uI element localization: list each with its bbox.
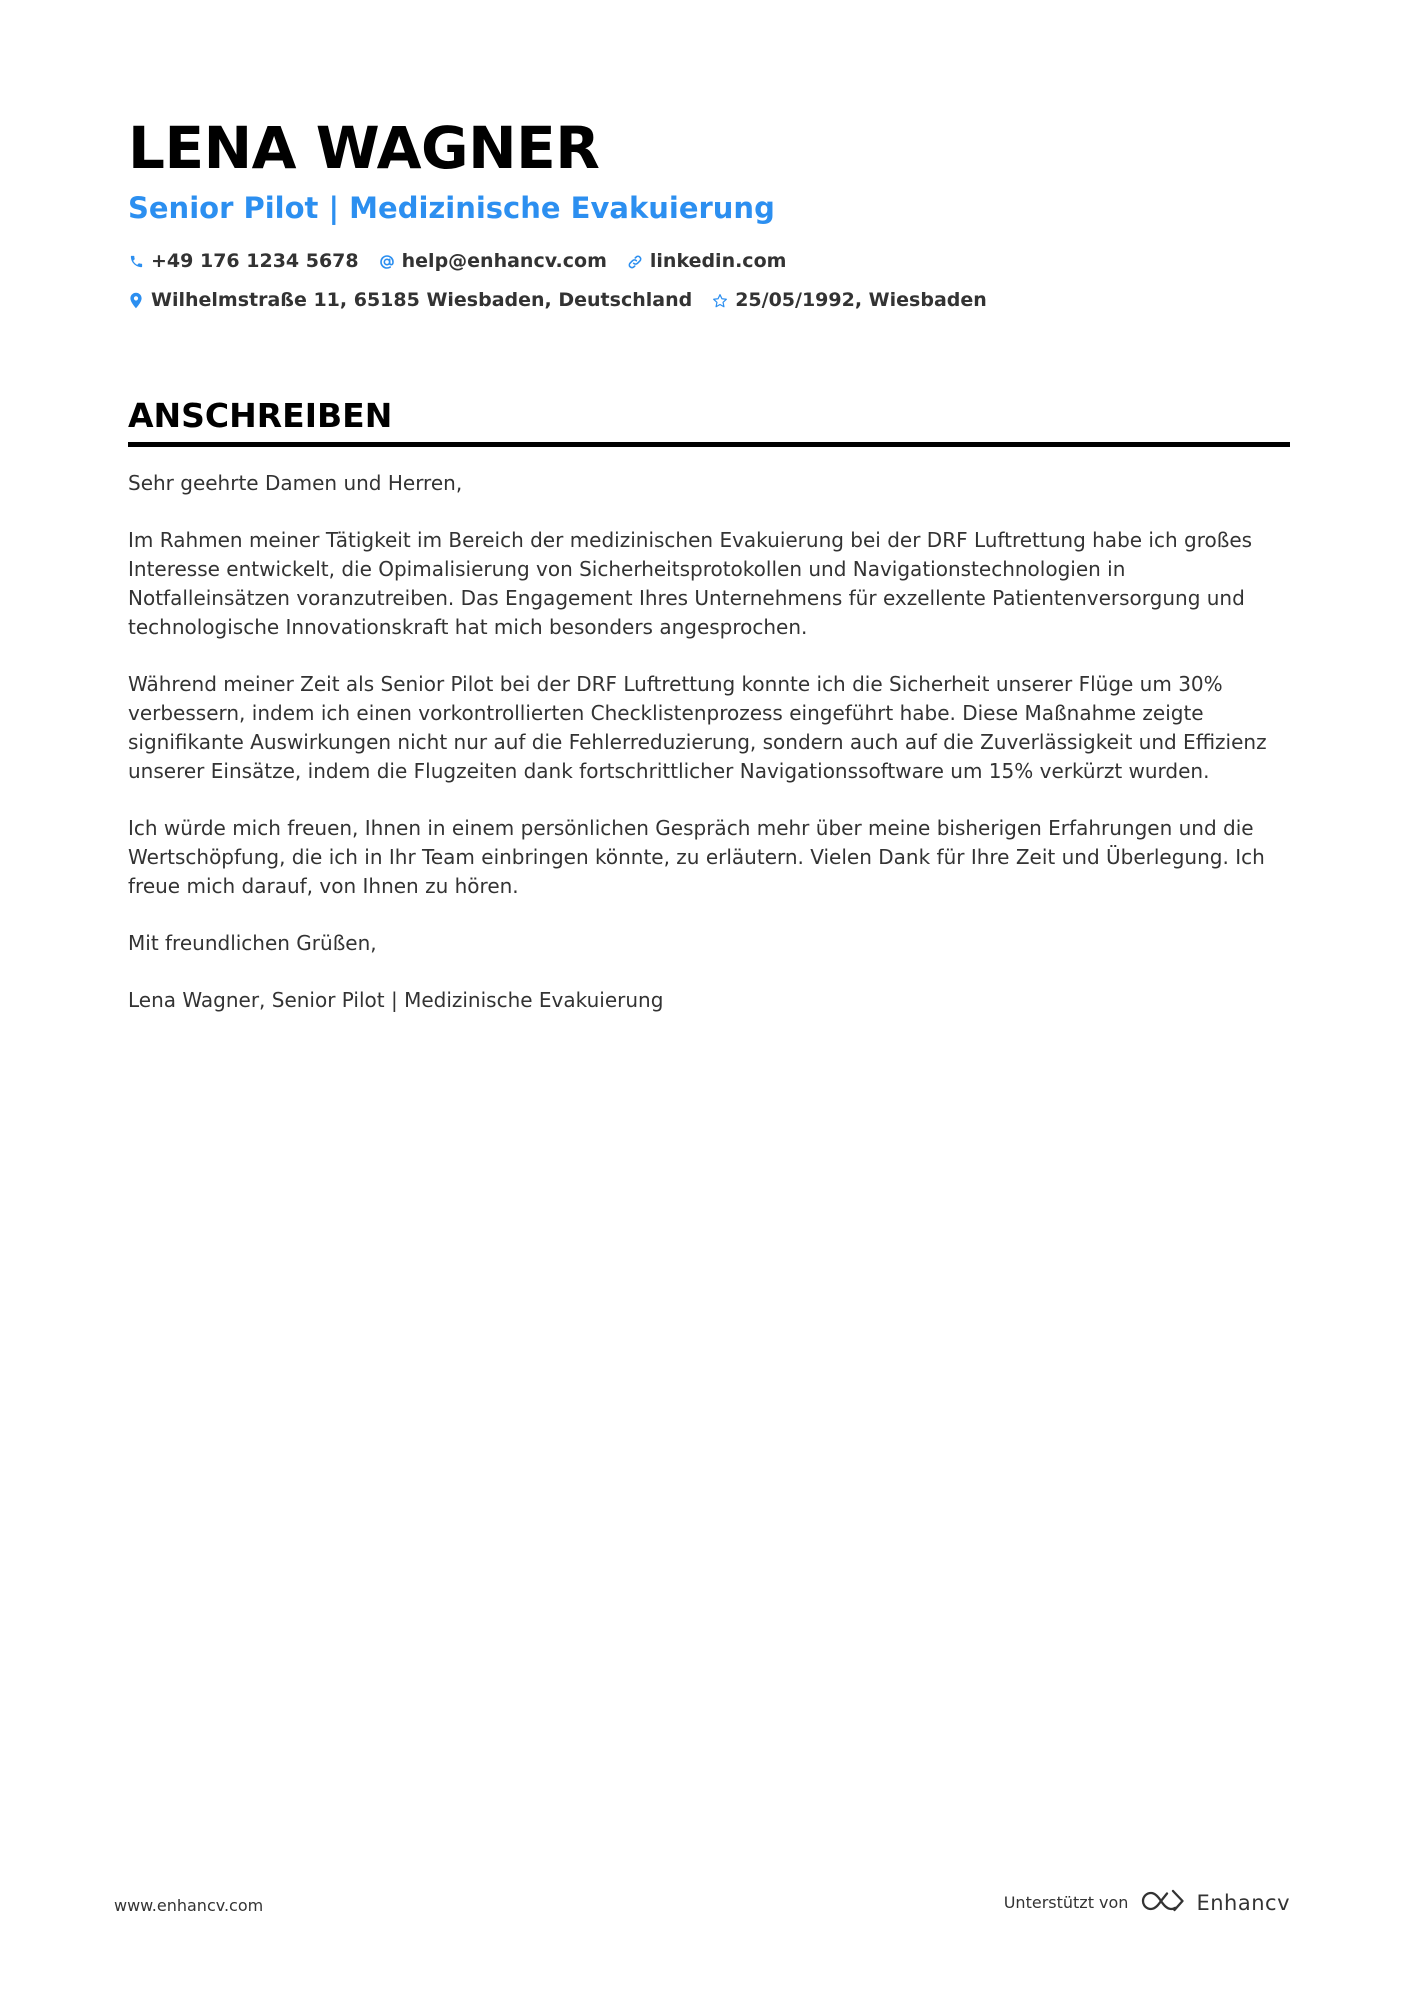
contact-list	[128, 248, 1290, 314]
phone-icon	[128, 254, 144, 270]
brand-name: Enhancv	[1196, 1891, 1290, 1915]
section-title: ANSCHREIBEN	[128, 396, 393, 435]
footer-branding	[1004, 1888, 1290, 1918]
letter-paragraph: Im Rahmen meiner Tätigkeit im Bereich der medizinischen Evakuierung bei der DRF Luftrettung habe ich großes Interesse entwickelt, die Opimalisierung von Sicherheitsprotokollen und Navigationstechnologien in Notfalleinsätzen voranzutreiben. Das Engagement Ihres Unternehmens für exzellente Patientenversorgung und technologische Innovationskraft hat mich besonders angesprochen.	[128, 528, 1253, 639]
letter-paragraph: Während meiner Zeit als Senior Pilot bei der DRF Luftrettung konnte ich die Sicherheit unserer Flüge um 30% verbessern, indem ich einen vorkontrollierten Checklistenprozess eingeführt habe. Diese Maßnahme zeigte signifikante Auswirkungen nicht nur auf die Fehlerreduzierung, sondern auch auf die Zuverlässigkeit und Effizienz unserer Einsätze, indem die Flugzeiten dank fortschrittlicher Navigationssoftware um 15% verkürzt wurden.	[128, 672, 1267, 783]
contact-linkedin-text: linkedin.com	[649, 250, 787, 272]
contact-address	[128, 287, 692, 314]
contact-email-text: help@enhancv.com	[401, 250, 607, 272]
star-icon	[712, 293, 728, 309]
footer-website[interactable]: www.enhancv.com	[114, 1896, 264, 1915]
cover-letter-page	[128, 110, 1290, 1044]
letter-greeting: Sehr geehrte Damen und Herren,	[128, 471, 463, 495]
letter-closing: Mit freundlichen Grüßen,	[128, 930, 377, 955]
letter-signature: Lena Wagner, Senior Pilot | Medizinische Evakuierung	[128, 988, 664, 1013]
contact-email[interactable]	[379, 248, 607, 275]
link-icon	[627, 254, 643, 270]
contact-phone[interactable]	[128, 248, 359, 275]
contact-linkedin[interactable]	[627, 248, 787, 275]
enhancv-logo-icon	[1140, 1888, 1186, 1918]
candidate-title: Senior Pilot | Medizinische Evakuierung	[128, 191, 775, 225]
at-icon	[379, 254, 395, 270]
contact-birth	[712, 287, 987, 314]
contact-address-text: Wilhelmstraße 11, 65185 Wiesbaden, Deutschland	[151, 289, 693, 311]
contact-phone-text: +49 176 1234 5678	[151, 250, 359, 272]
location-pin-icon	[128, 293, 144, 309]
powered-by-label: Unterstützt von	[1003, 1893, 1129, 1912]
letter-paragraph: Ich würde mich freuen, Ihnen in einem persönlichen Gespräch mehr über meine bisherigen Erfahrungen und die Wertschöpfung, die ich in Ihr Team einbringen könnte, zu erläutern. Vielen Dank für Ihre Zeit und Überlegung. Ich freue mich darauf, von Ihnen zu hören.	[128, 815, 1265, 898]
letter-body	[128, 469, 1290, 1015]
section-divider	[128, 442, 1290, 447]
candidate-name: LENA WAGNER	[128, 114, 600, 182]
contact-birth-text: 25/05/1992, Wiesbaden	[735, 289, 987, 311]
